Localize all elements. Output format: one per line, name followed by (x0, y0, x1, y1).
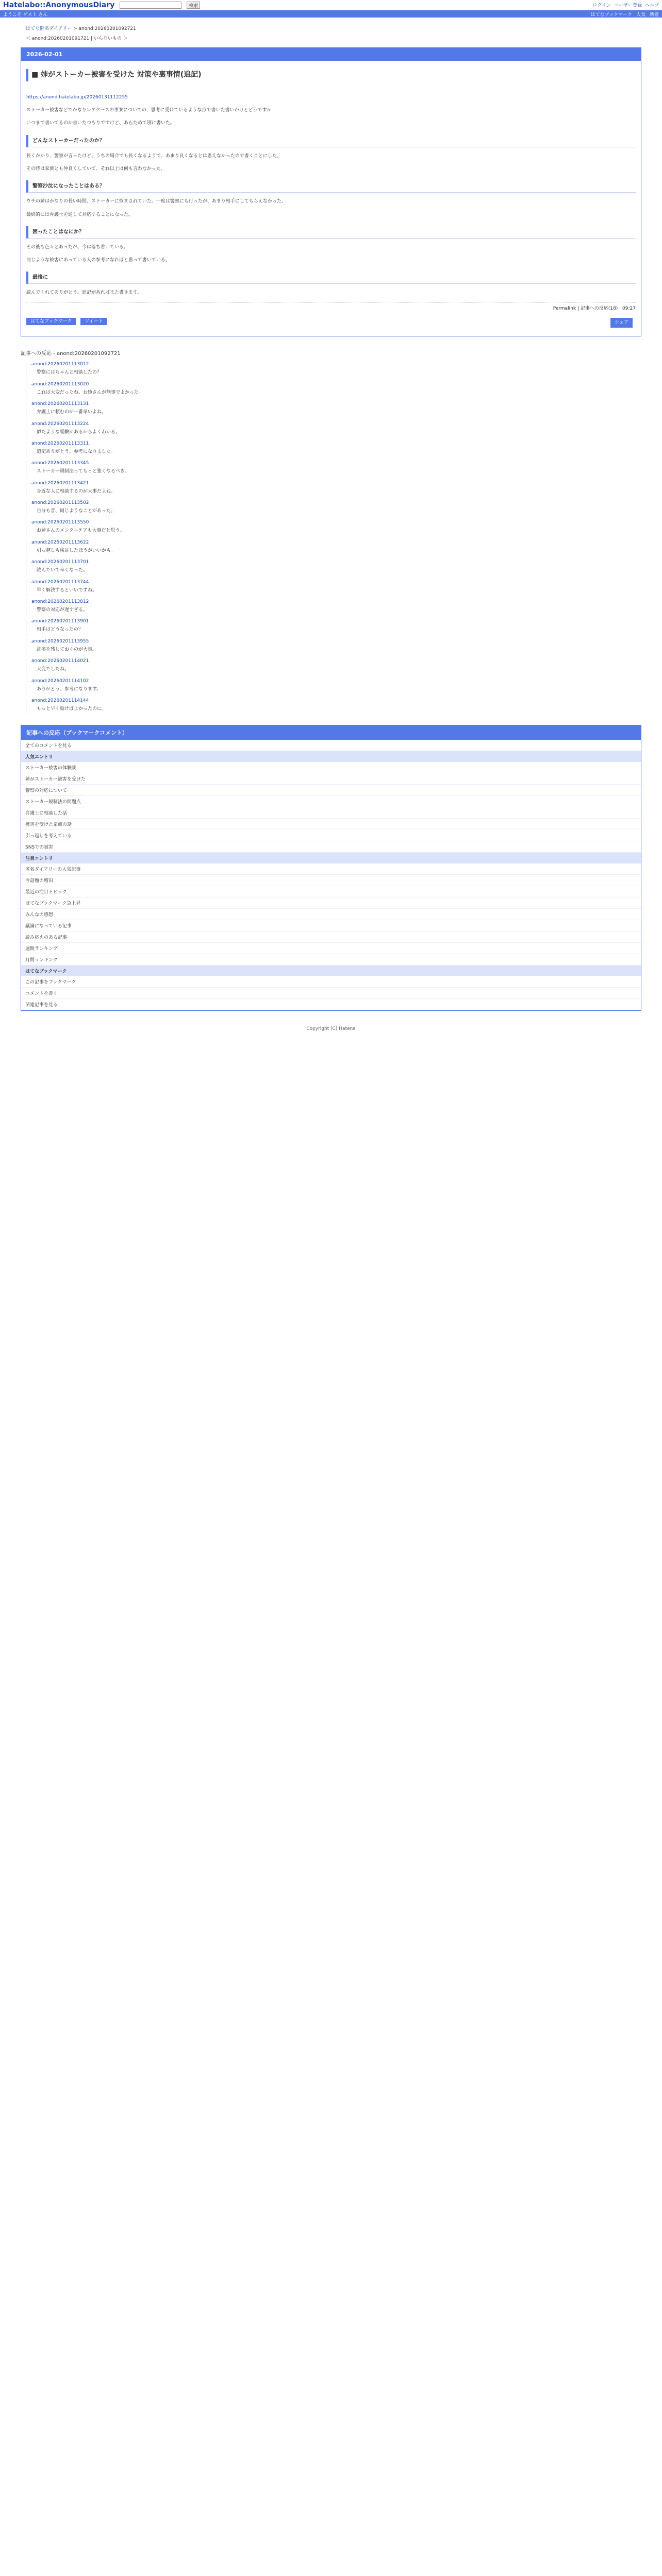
bookmark-group-heading: 注目エントリ (21, 853, 641, 863)
entry-paragraph: その時は家族とも仲良くしていて、それ以上は何も言わなかった。 (26, 166, 166, 172)
reply-text: ストーカー規制法ってもっと強くなるべき。 (37, 469, 129, 474)
reply-author-link[interactable]: anond:20260201113224 (31, 421, 89, 427)
reply-text: 自分も昔、同じようなことがあった。 (37, 509, 115, 514)
reply-text: これは大変だったね。お姉さんが無事でよかった。 (37, 389, 144, 395)
bookmark-row[interactable]: 週間ランキング (21, 943, 641, 954)
reply-text: 警察の対応が遅すぎる。 (37, 607, 88, 613)
breadcrumb-current: anond:20260201092721 (78, 26, 136, 31)
entry-link[interactable]: https://anond.hatelabo.jp/20260131112255 (26, 94, 128, 100)
bookmark-group-heading: はてなブックマーク (21, 965, 641, 976)
bookmark-row[interactable]: 姉がストーカー被害を受けた (21, 773, 641, 785)
site-logo[interactable]: Hatelabo::AnonymousDiary (3, 1, 115, 9)
bookmark-row[interactable]: 議論になっている記事 (21, 920, 641, 931)
bookmark-row[interactable]: 読み応えのある記事 (21, 931, 641, 943)
entry-paragraph: その後も色々とあったが、今は落ち着いている。 (26, 244, 128, 250)
bookmark-row[interactable]: ストーカー規制法の問題点 (21, 796, 641, 807)
entry-paragraph: 読んでくれてありがとう。追記があればまた書きます。 (26, 290, 142, 296)
bookmark-row[interactable]: 匿名ダイアリーの人気記事 (21, 863, 641, 875)
prev-next-links[interactable]: ＜ anond:20260201091721 | いらないもの ＞ (26, 36, 128, 41)
reply-author-link[interactable]: anond:20260201114144 (31, 698, 89, 703)
tweet-button[interactable]: ツイート (80, 318, 107, 325)
bookmark-row[interactable]: SNSでの被害 (21, 841, 641, 853)
reply-text: 引っ越しも検討したほうがいいかも。 (37, 548, 116, 553)
reply-author-link[interactable]: anond:20260201114102 (31, 678, 89, 684)
bookmark-row[interactable]: はてなブックマーク急上昇 (21, 897, 641, 909)
reply-author-link[interactable]: anond:20260201113345 (31, 461, 89, 466)
reply-text: 似たような経験があるからよくわかる。 (37, 429, 121, 435)
reply-item (26, 441, 641, 457)
entry-paragraph: 同じような被害にあっている人の参考になればと思って書いている。 (26, 258, 170, 263)
bookmark-row[interactable]: 警察の対応について (21, 785, 641, 796)
reply-author-link[interactable]: anond:20260201113311 (31, 440, 89, 446)
reply-item (26, 481, 641, 497)
breadcrumb: はてな匿名ダイアリー > anond:20260201092721 (26, 26, 136, 31)
bookmark-row[interactable]: ストーカー被害の体験談 (21, 762, 641, 773)
login-link[interactable]: ログイン (592, 3, 611, 8)
reply-author-link[interactable]: anond:20260201113550 (31, 520, 89, 526)
bookmark-row[interactable]: 月間ランキング (21, 954, 641, 965)
reply-author-link[interactable]: anond:20260201113901 (31, 619, 89, 624)
reply-text: 警察にはちゃんと相談したの？ (37, 370, 102, 376)
help-link[interactable]: ヘルプ (644, 3, 659, 8)
bookmark-heading: 記事への反応（ブックマークコメント） (21, 725, 641, 740)
share-button[interactable]: シェア (610, 318, 633, 328)
reply-item (26, 540, 641, 556)
reply-item (26, 520, 641, 536)
reply-item (26, 679, 641, 695)
reply-item (26, 421, 641, 438)
page-footer: Copyright (C) Hatena (306, 1026, 356, 1032)
entry-paragraph: 長くかかり、警察が言ったけど、うちの場合でも長くなるようで、あまり良くなるとは思えなかったので書くことにした。 (26, 153, 282, 159)
reply-text: ありがとう、参考になります。 (37, 686, 102, 692)
reply-tree (21, 347, 641, 715)
reply-text: 弁護士に頼むのが一番早いよね。 (37, 410, 107, 415)
reply-text: お姉さんのメンタルケアも大事だと思う。 (37, 528, 125, 534)
bookmark-row[interactable]: 今話題の増田 (21, 875, 641, 886)
breadcrumb-home[interactable]: はてな匿名ダイアリー (26, 26, 72, 31)
entry-date: 2026-02-01 (21, 48, 641, 61)
reply-item (26, 401, 641, 418)
share-buttons (26, 315, 636, 331)
reply-author-link[interactable]: anond:20260201113701 (31, 560, 89, 565)
header-links (592, 2, 659, 8)
hatena-bookmark-button[interactable]: はてなブックマーク (26, 318, 76, 325)
entry-paragraph: ストーカー被害などでかなりレアケースの事案についての、思考に受けているような形で書いた書いかけとどうですか (26, 108, 272, 113)
reply-author-link[interactable]: anond:20260201113744 (31, 579, 89, 585)
diary-entry (21, 47, 641, 336)
reply-author-link[interactable]: anond:20260201113502 (31, 500, 89, 506)
signup-link[interactable]: ユーザー登録 (614, 3, 642, 8)
reply-text: 身近な人に相談するのが大事だよね。 (37, 488, 116, 494)
bookmark-row[interactable]: 最近の注目トピック (21, 886, 641, 897)
reply-item (26, 560, 641, 576)
reply-text: 早く解決するといいですね。 (37, 587, 97, 593)
all-comments-link[interactable]: 全てのコメントを見る (21, 740, 641, 751)
reply-item (26, 658, 641, 675)
section-heading: どんなストーカーだったのか？ (26, 135, 636, 147)
reply-item (26, 382, 641, 398)
header (0, 0, 662, 10)
reply-item (26, 599, 641, 616)
entry-paragraph: ウチの姉はかなりの長い時間、ストーカーに悩まされていた。一度は警察にも行ったが、あまり相手にしてもらえなかった。 (26, 199, 286, 205)
search-button[interactable]: 検索 (187, 2, 200, 9)
reply-text: 大変でしたね。 (37, 667, 70, 672)
reply-author-link[interactable]: anond:20260201114021 (31, 658, 89, 664)
reply-author-link[interactable]: anond:20260201113622 (31, 539, 89, 545)
entry-paragraph: 最終的には弁護士を通して対応することになった。 (26, 212, 134, 217)
bookmark-row[interactable]: みんなの感想 (21, 909, 641, 920)
bar-link-new[interactable]: 新着 (649, 12, 659, 18)
reply-text: 相手はどうなったの？ (37, 627, 84, 633)
reply-tree-heading: 記事への反応 - anond:20260201092721 (21, 351, 121, 357)
reply-text: 証拠を残しておくのが大事。 (37, 647, 97, 652)
reply-author-link[interactable]: anond:20260201113955 (31, 638, 89, 644)
section-heading: 警察沙汰になったことはある？ (26, 180, 636, 193)
search-input[interactable] (120, 2, 181, 9)
bookmark-row[interactable]: 引っ越しを考えている (21, 830, 641, 841)
reply-text: 追記ありがとう。参考になりました。 (37, 449, 116, 454)
reply-author-link[interactable]: anond:20260201113020 (31, 381, 89, 387)
bookmark-group-heading: 人気エントリ (21, 751, 641, 762)
bookmark-row[interactable]: 関連記事を見る (21, 999, 641, 1010)
bookmark-comments (21, 725, 641, 1011)
reply-author-link[interactable]: anond:20260201113421 (31, 480, 89, 486)
reply-item (26, 698, 641, 715)
nav-bar (0, 10, 662, 18)
bookmark-row[interactable]: コメントを書く (21, 988, 641, 999)
reply-text: 読んでいて辛くなった。 (37, 568, 88, 573)
welcome-text: ようこそ ゲスト さん (3, 12, 48, 18)
bookmark-row[interactable]: 被害を受けた家族の話 (21, 819, 641, 830)
reply-item (26, 461, 641, 477)
bookmark-row[interactable]: 弁護士に相談した話 (21, 807, 641, 819)
entry-paragraph: いつまで書いてるのか書いたつもりですけど、あらためて別に書いた。 (26, 121, 175, 126)
reply-item (26, 362, 641, 378)
reply-item (26, 619, 641, 635)
reply-author-link[interactable]: anond:20260201113012 (31, 362, 89, 367)
reply-item (26, 639, 641, 655)
entry-footer[interactable]: Permalink | 記事への反応(18) | 09:27 (26, 302, 636, 315)
entry-title[interactable]: ■ 姉がストーカー被害を受けた 対策や裏事情(追記) (26, 69, 636, 81)
reply-item (26, 580, 641, 596)
reply-author-link[interactable]: anond:20260201113131 (31, 401, 89, 407)
section-heading: 最後に (26, 272, 636, 284)
reply-item (26, 500, 641, 517)
reply-author-link[interactable]: anond:20260201113812 (31, 599, 89, 605)
bookmark-row[interactable]: この記事をブックマーク (21, 976, 641, 988)
bar-link-bookmark[interactable]: はてなブックマーク (590, 12, 632, 18)
section-heading: 困ったことはなにか？ (26, 226, 636, 239)
bar-link-popular[interactable]: 人気 (636, 12, 646, 18)
reply-text: もっと早く動けばよかったのに。 (37, 706, 107, 711)
